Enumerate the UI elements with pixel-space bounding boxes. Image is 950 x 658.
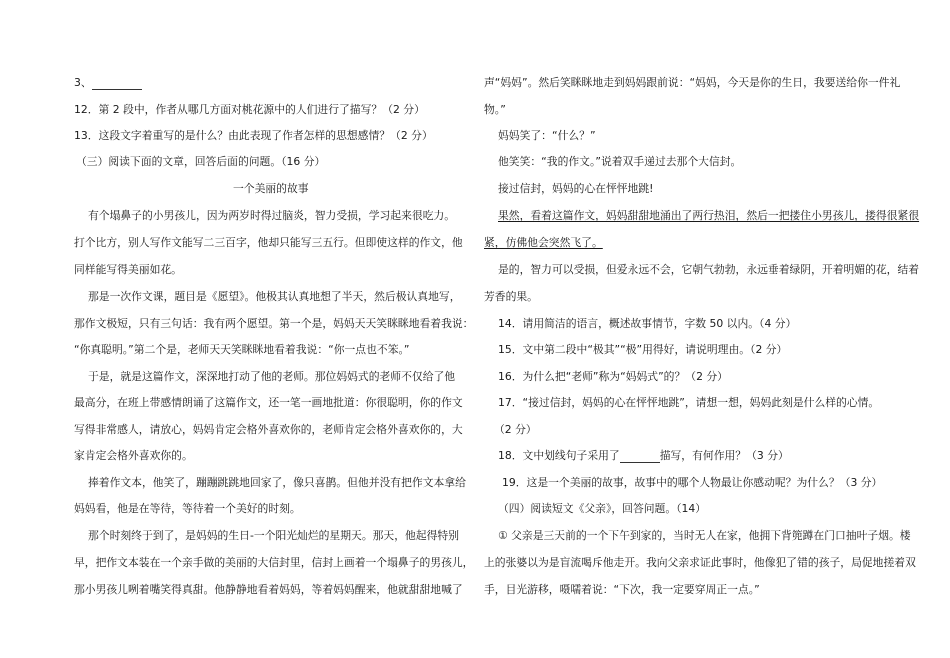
underlined-sentence: 果然，看着这篇作文，妈妈甜甜地涌出了两行热泪，然后一把搂住小男孩儿，搂得很紧很 [498,209,920,222]
passage-line: 接过信封，妈妈的心在怦怦地跳! [498,182,654,195]
section-4-heading: （四）阅读短文《父亲》，回答问题。（14） [498,502,707,515]
passage-line: 最高分，在班上带感情朗诵了这篇作文，还一笔一画地批道：你很聪明，你的作文 [74,396,463,409]
passage-line: 捧着作文本，他笑了，蹦蹦跳跳地回家了，像只喜鹊。但他并没有把作文本拿给 [88,476,466,489]
question-13: 13．这段文字着重写的是什么？由此表现了作者怎样的思想感情？（2 分） [74,129,433,142]
passage-line: 那作文极短，只有三句话：我有两个愿望。第一个是，妈妈天天笑眯眯地看着我说： [74,317,474,330]
story-title: 一个美丽的故事 [233,182,309,195]
passage-line: 写得非常感人，请放心，妈妈肯定会格外喜欢你的，老师肯定会格外喜欢你的，大 [74,423,463,436]
passage-line: 打个比方，别人写作文能写二三百字，他却只能写三五行。但即使这样的作文，他 [74,236,463,249]
passage-line: “你真聪明。”第二个是，老师天天笑眯眯地看着我说：“你一点也不笨。” [74,343,410,356]
passage-line: 于是，就是这篇作文，深深地打动了他的老师。那位妈妈式的老师不仅给了他 [88,370,456,383]
question-16: 16．为什么把“老师”称为“妈妈式”的？（2 分） [498,370,728,383]
passage-line: 物。” [484,103,506,116]
passage-line: 声“妈妈”。然后笑眯眯地走到妈妈跟前说：“妈妈，今天是你的生日，我要送给你一件礼 [484,76,901,89]
passage-line: 是的，智力可以受损，但爱永远不会，它朝气勃勃，永远垂着绿阴，开着明媚的花，结着 [498,263,920,276]
question-19: 19．这是一个美丽的故事，故事中的哪个人物最让你感动呢？为什么？（3 分） [502,476,883,489]
passage-line: 芳香的果。 [484,290,538,303]
passage-line: ① 父亲是三天前的一个下午到家的，当时无人在家，他拥下背篼蹲在门口抽叶子烟。楼 [498,529,911,542]
passage-line: 那是一次作文课，题目是《愿望》。他极其认真地想了半天，然后极认真地写， [88,290,461,303]
section-3-heading: （三）阅读下面的文章，回答后面的问题。（16 分） [76,155,326,168]
passage-line: 同样能写得美丽如花。 [74,263,182,276]
passage-line: 手，目光游移，嗫嚅着说：“下次，我一定要穿周正一点。” [484,583,760,596]
question-15: 15．文中第二段中“极其”“极”用得好，请说明理由。（2 分） [498,343,788,356]
answer-blank [92,78,142,90]
question-17-score: （2 分） [494,423,537,436]
passage-line: 那个时刻终于到了，是妈妈的生日-一个阳光灿烂的星期天。那天，他起得特别 [88,529,459,542]
question-14: 14．请用简洁的语言，概述故事情节，字数 50 以内。（4 分） [498,317,797,330]
answer-blank [620,451,660,463]
passage-line: 家肯定会格外喜欢你的。 [74,449,193,462]
passage-line: 有个塌鼻子的小男孩儿，因为两岁时得过脑炎，智力受损，学习起来很吃力。 [88,209,456,222]
passage-line: 妈妈看，他是在等待，等待着一个美好的时刻。 [74,502,301,515]
underlined-sentence: 紧，仿佛他会突然飞了。 [484,236,603,249]
passage-line: 妈妈笑了：“什么？” [498,129,596,142]
answer-line-3: 3、 [74,76,142,90]
passage-line: 他笑笑：“我的作文。”说着双手递过去那个大信封。 [498,155,742,168]
passage-line: 上的张婆以为是盲流喝斥他走开。我向父亲求证此事时，他像犯了错的孩子，局促地搓着双 [484,556,916,569]
question-12: 12．第 2 段中，作者从哪几方面对桃花源中的人们进行了描写？（2 分） [74,103,425,116]
passage-line: 那小男孩儿咧着嘴笑得真甜。他静静地看着妈妈，等着妈妈醒来，他就甜甜地喊了 [74,583,463,596]
question-18: 18．文中划线句子采用了 描写，有何作用？（3 分） [498,449,789,462]
question-17: 17．“接过信封，妈妈的心在怦怦地跳”，请想一想，妈妈此刻是什么样的心情。 [498,396,880,409]
passage-line: 早，把作文本装在一个亲手做的美丽的大信封里，信封上画着一个塌鼻子的男孩儿， [74,556,474,569]
